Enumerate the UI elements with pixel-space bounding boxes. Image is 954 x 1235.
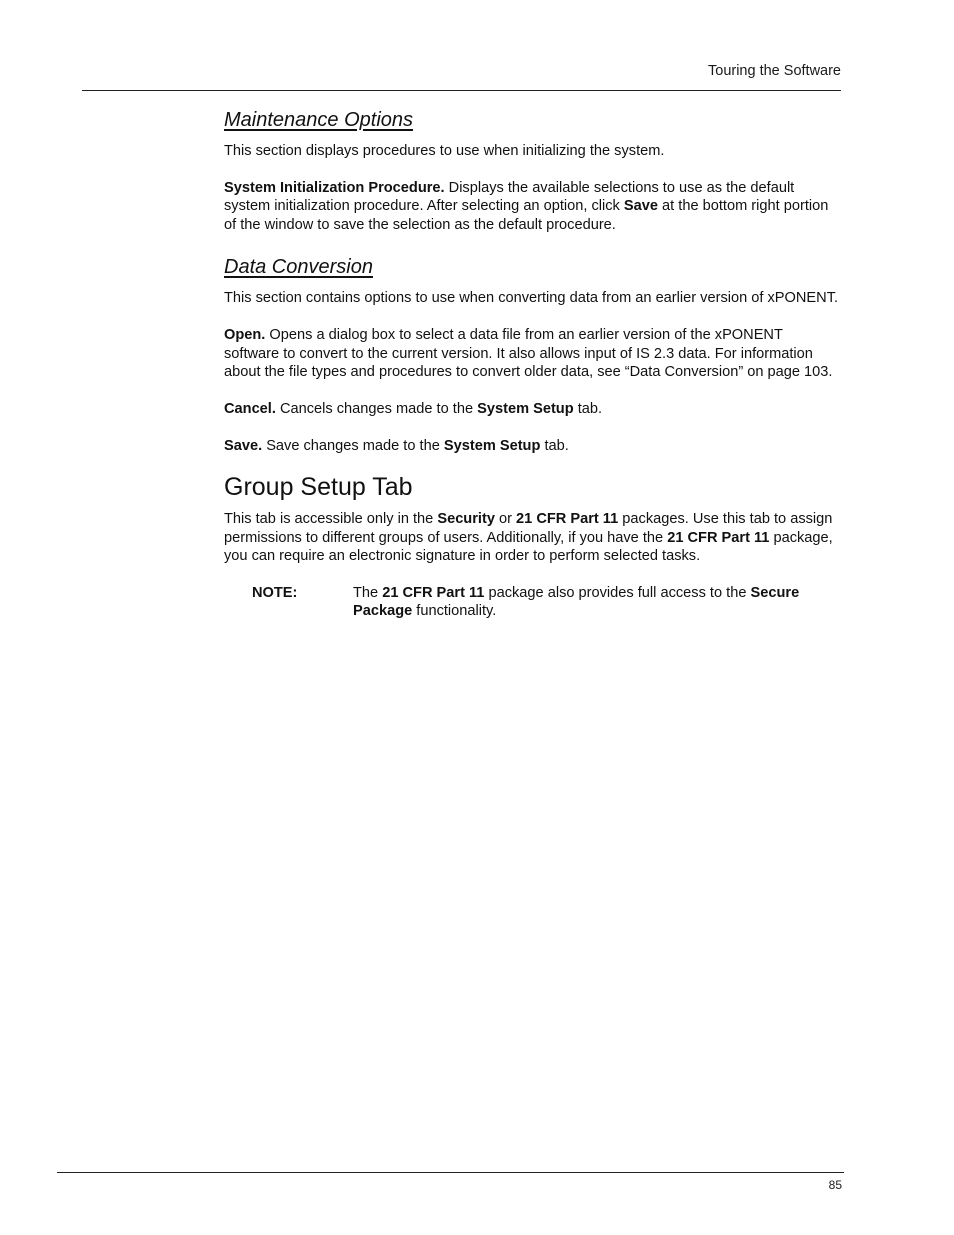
note-text: The 21 CFR Part 11 package also provides full access to the Secure Package functionality. [353,584,800,620]
cancel-paragraph: Cancel. Cancels changes made to the System Setup tab. [224,400,603,417]
header-rule [82,90,841,91]
maintenance-intro: This section displays procedures to use when initializing the system. [224,143,665,159]
running-header: Touring the Software [708,63,841,79]
note-block [252,584,840,621]
note-label: NOTE: [252,584,298,601]
footer-rule [57,1172,844,1173]
save-term: Save [623,198,658,215]
system-init-paragraph: System Initialization Procedure. Displays the available selections to use as the default system initialization procedure. After selecting an option, click Save at the bottom right portion of the window to save the selection as the default procedure. [224,179,829,233]
group-setup-paragraph: This tab is accessible only in the Security or 21 CFR Part 11 packages. Use this tab to assign permissions to different groups of users. Additionally, if you have the 21 CFR Part 11 package, you can require an electronic signature in order to perform selected tasks. [224,510,833,565]
data-conversion-heading: Data Conversion [224,256,373,279]
open-paragraph: Open. Opens a dialog box to select a data file from an earlier version of the xPONENT software to convert to the current version. It also allows input of IS 2.3 data. For information about the file types and procedures to convert older data, see “Data Conversion” on page 103. [224,326,833,381]
save-term: Save. [224,438,263,455]
system-init-term: System Initialization Procedure. [224,179,445,196]
group-setup-heading: Group Setup Tab [224,472,413,501]
page-body [224,107,840,621]
open-term: Open. [224,326,266,343]
save-paragraph: Save. Save changes made to the System Setup tab. [224,438,569,455]
maintenance-options-heading: Maintenance Options [224,109,414,131]
cancel-term: Cancel. [224,400,276,417]
page-number: 85 [828,1178,842,1192]
conversion-intro: This section contains options to use when converting data from an earlier version of xPONENT. [224,290,839,307]
